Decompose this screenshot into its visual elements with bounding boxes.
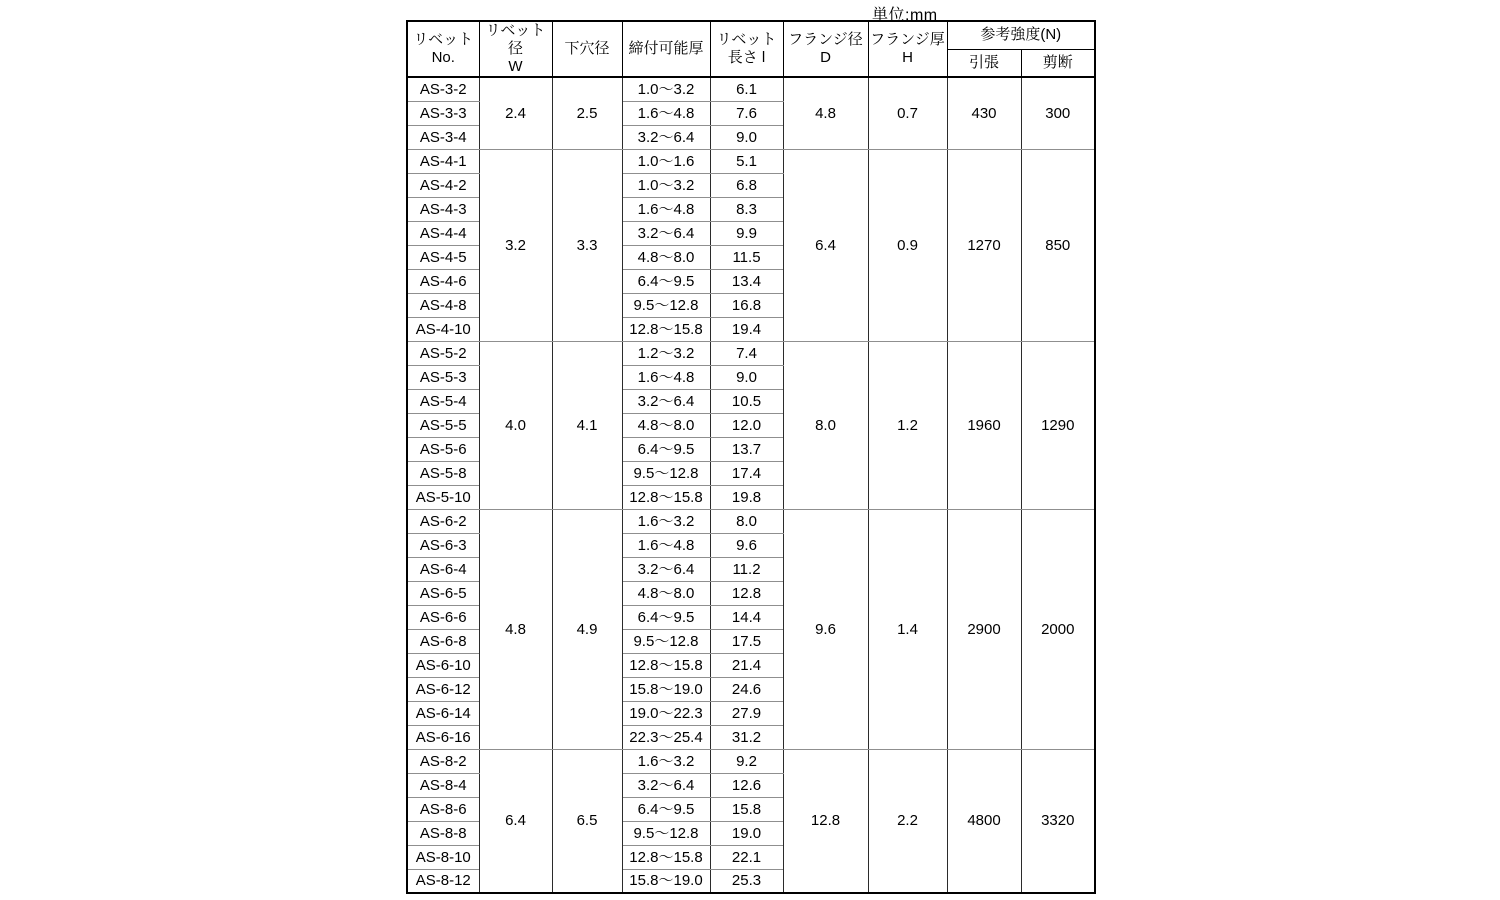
rivet-no-cell: AS-6-4 [407, 557, 479, 581]
rivet-no-cell: AS-5-5 [407, 413, 479, 437]
grip-range-cell: 12.8～15.8 [622, 485, 710, 509]
rivet-no-cell: AS-6-8 [407, 629, 479, 653]
flange-thickness-cell: 1.2 [868, 341, 947, 509]
rivet-length-cell: 9.9 [710, 221, 783, 245]
pilot-hole-cell: 4.1 [552, 341, 622, 509]
rivet-no-cell: AS-4-8 [407, 293, 479, 317]
grip-range-cell: 15.8～19.0 [622, 869, 710, 893]
flange-diameter-cell: 9.6 [783, 509, 868, 749]
grip-range-cell: 6.4～9.5 [622, 269, 710, 293]
tensile-strength-cell: 4800 [947, 749, 1021, 893]
header-flange-thickness-line2: H [902, 49, 913, 66]
header-grip-range [622, 21, 710, 77]
grip-range-cell: 1.0～3.2 [622, 173, 710, 197]
header-flange-diameter [783, 21, 868, 77]
grip-range-cell: 19.0～22.3 [622, 701, 710, 725]
rivet-diameter-cell: 3.2 [479, 149, 552, 341]
header-grip-range-line1: 締付可能厚 [628, 40, 704, 57]
grip-range-cell: 12.8～15.8 [622, 845, 710, 869]
rivet-length-cell: 7.6 [710, 101, 783, 125]
shear-strength-cell: 3320 [1021, 749, 1095, 893]
tensile-strength-cell: 430 [947, 77, 1021, 149]
rivet-length-cell: 6.1 [710, 77, 783, 101]
rivet-no-cell: AS-6-2 [407, 509, 479, 533]
grip-range-cell: 6.4～9.5 [622, 605, 710, 629]
rivet-length-cell: 13.7 [710, 437, 783, 461]
grip-range-cell: 1.6～4.8 [622, 101, 710, 125]
shear-strength-cell: 850 [1021, 149, 1095, 341]
flange-diameter-cell: 12.8 [783, 749, 868, 893]
header-pilot-hole-line1: 下穴径 [564, 40, 610, 57]
grip-range-cell: 9.5～12.8 [622, 293, 710, 317]
table-row [407, 341, 1095, 365]
rivet-length-cell: 19.4 [710, 317, 783, 341]
header-rivet-length [710, 21, 783, 77]
rivet-length-cell: 15.8 [710, 797, 783, 821]
rivet-length-cell: 27.9 [710, 701, 783, 725]
flange-diameter-cell: 4.8 [783, 77, 868, 149]
rivet-length-cell: 10.5 [710, 389, 783, 413]
rivet-no-cell: AS-8-12 [407, 869, 479, 893]
rivet-no-cell: AS-6-10 [407, 653, 479, 677]
rivet-no-cell: AS-6-5 [407, 581, 479, 605]
rivet-length-cell: 6.8 [710, 173, 783, 197]
grip-range-cell: 1.0～1.6 [622, 149, 710, 173]
rivet-no-cell: AS-6-16 [407, 725, 479, 749]
pilot-hole-cell: 4.9 [552, 509, 622, 749]
rivet-no-cell: AS-5-4 [407, 389, 479, 413]
grip-range-cell: 15.8～19.0 [622, 677, 710, 701]
unit-label: 単位:mm [872, 7, 938, 24]
rivet-length-cell: 16.8 [710, 293, 783, 317]
header-rivet-no-line2: No. [431, 49, 455, 66]
grip-range-cell: 12.8～15.8 [622, 653, 710, 677]
header-flange-thickness-line1: フランジ厚 [870, 31, 945, 48]
header-flange-diameter-line2: D [820, 49, 831, 66]
rivet-length-cell: 8.0 [710, 509, 783, 533]
rivet-no-cell: AS-8-10 [407, 845, 479, 869]
rivet-no-cell: AS-4-2 [407, 173, 479, 197]
header-rivet-no-line1: リベット [413, 31, 474, 48]
rivet-no-cell: AS-6-14 [407, 701, 479, 725]
rivet-length-cell: 5.1 [710, 149, 783, 173]
header-strength-group: 参考強度(N) [947, 21, 1095, 49]
grip-range-cell: 6.4～9.5 [622, 437, 710, 461]
header-rivet-diameter [479, 21, 552, 77]
header-rivet-diameter-line2: W [508, 58, 523, 75]
rivet-length-cell: 24.6 [710, 677, 783, 701]
grip-range-cell: 3.2～6.4 [622, 125, 710, 149]
rivet-length-cell: 12.8 [710, 581, 783, 605]
rivet-no-cell: AS-5-3 [407, 365, 479, 389]
rivet-length-cell: 12.6 [710, 773, 783, 797]
grip-range-cell: 6.4～9.5 [622, 797, 710, 821]
header-tensile: 引張 [947, 49, 1021, 77]
pilot-hole-cell: 2.5 [552, 77, 622, 149]
rivet-spec-table [406, 20, 1096, 894]
flange-thickness-cell: 1.4 [868, 509, 947, 749]
rivet-no-cell: AS-6-6 [407, 605, 479, 629]
rivet-no-cell: AS-4-5 [407, 245, 479, 269]
grip-range-cell: 1.2～3.2 [622, 341, 710, 365]
rivet-length-cell: 9.0 [710, 365, 783, 389]
rivet-no-cell: AS-6-12 [407, 677, 479, 701]
flange-diameter-cell: 8.0 [783, 341, 868, 509]
rivet-diameter-cell: 4.0 [479, 341, 552, 509]
shear-strength-cell: 1290 [1021, 341, 1095, 509]
grip-range-cell: 1.6～4.8 [622, 533, 710, 557]
header-rivet-no [407, 21, 479, 77]
header-pilot-hole [552, 21, 622, 77]
grip-range-cell: 3.2～6.4 [622, 557, 710, 581]
rivet-length-cell: 25.3 [710, 869, 783, 893]
grip-range-cell: 9.5～12.8 [622, 461, 710, 485]
rivet-diameter-cell: 4.8 [479, 509, 552, 749]
flange-thickness-cell: 2.2 [868, 749, 947, 893]
header-rivet-diameter-line1: リベット径 [485, 22, 546, 57]
table-row [407, 77, 1095, 101]
rivet-no-cell: AS-4-3 [407, 197, 479, 221]
header-flange-diameter-line1: フランジ径 [788, 31, 863, 48]
rivet-no-cell: AS-6-3 [407, 533, 479, 557]
rivet-length-cell: 17.4 [710, 461, 783, 485]
rivet-no-cell: AS-8-4 [407, 773, 479, 797]
rivet-length-cell: 14.4 [710, 605, 783, 629]
rivet-no-cell: AS-5-10 [407, 485, 479, 509]
rivet-length-cell: 21.4 [710, 653, 783, 677]
shear-strength-cell: 2000 [1021, 509, 1095, 749]
shear-strength-cell: 300 [1021, 77, 1095, 149]
rivet-length-cell: 8.3 [710, 197, 783, 221]
grip-range-cell: 9.5～12.8 [622, 821, 710, 845]
rivet-no-cell: AS-8-2 [407, 749, 479, 773]
grip-range-cell: 1.6～4.8 [622, 365, 710, 389]
grip-range-cell: 22.3～25.4 [622, 725, 710, 749]
rivet-no-cell: AS-5-8 [407, 461, 479, 485]
flange-thickness-cell: 0.7 [868, 77, 947, 149]
rivet-length-cell: 9.2 [710, 749, 783, 773]
grip-range-cell: 3.2～6.4 [622, 389, 710, 413]
rivet-no-cell: AS-3-3 [407, 101, 479, 125]
pilot-hole-cell: 3.3 [552, 149, 622, 341]
grip-range-cell: 3.2～6.4 [622, 773, 710, 797]
rivet-length-cell: 31.2 [710, 725, 783, 749]
tensile-strength-cell: 1270 [947, 149, 1021, 341]
rivet-no-cell: AS-5-6 [407, 437, 479, 461]
table-row [407, 509, 1095, 533]
grip-range-cell: 1.0～3.2 [622, 77, 710, 101]
grip-range-cell: 1.6～3.2 [622, 509, 710, 533]
grip-range-cell: 4.8～8.0 [622, 581, 710, 605]
rivet-diameter-cell: 6.4 [479, 749, 552, 893]
grip-range-cell: 4.8～8.0 [622, 413, 710, 437]
rivet-length-cell: 7.4 [710, 341, 783, 365]
rivet-length-cell: 9.6 [710, 533, 783, 557]
rivet-length-cell: 17.5 [710, 629, 783, 653]
rivet-no-cell: AS-4-1 [407, 149, 479, 173]
flange-thickness-cell: 0.9 [868, 149, 947, 341]
rivet-diameter-cell: 2.4 [479, 77, 552, 149]
rivet-no-cell: AS-3-4 [407, 125, 479, 149]
rivet-no-cell: AS-8-6 [407, 797, 479, 821]
table-row [407, 149, 1095, 173]
grip-range-cell: 9.5～12.8 [622, 629, 710, 653]
grip-range-cell: 12.8～15.8 [622, 317, 710, 341]
rivet-length-cell: 19.0 [710, 821, 783, 845]
header-rivet-length-line1: リベット [716, 31, 777, 48]
rivet-length-cell: 11.5 [710, 245, 783, 269]
flange-diameter-cell: 6.4 [783, 149, 868, 341]
rivet-length-cell: 9.0 [710, 125, 783, 149]
header-shear: 剪断 [1021, 49, 1095, 77]
rivet-no-cell: AS-4-6 [407, 269, 479, 293]
grip-range-cell: 1.6～3.2 [622, 749, 710, 773]
grip-range-cell: 4.8～8.0 [622, 245, 710, 269]
rivet-length-cell: 11.2 [710, 557, 783, 581]
rivet-no-cell: AS-4-10 [407, 317, 479, 341]
tensile-strength-cell: 2900 [947, 509, 1021, 749]
header-flange-thickness [868, 21, 947, 77]
table-row [407, 749, 1095, 773]
pilot-hole-cell: 6.5 [552, 749, 622, 893]
rivet-no-cell: AS-3-2 [407, 77, 479, 101]
grip-range-cell: 1.6～4.8 [622, 197, 710, 221]
header-row-1 [407, 21, 1095, 49]
rivet-length-cell: 13.4 [710, 269, 783, 293]
rivet-length-cell: 12.0 [710, 413, 783, 437]
rivet-no-cell: AS-4-4 [407, 221, 479, 245]
rivet-length-cell: 19.8 [710, 485, 783, 509]
grip-range-cell: 3.2～6.4 [622, 221, 710, 245]
rivet-length-cell: 22.1 [710, 845, 783, 869]
rivet-no-cell: AS-8-8 [407, 821, 479, 845]
header-rivet-length-line2: 長さ l [727, 49, 766, 66]
tensile-strength-cell: 1960 [947, 341, 1021, 509]
rivet-no-cell: AS-5-2 [407, 341, 479, 365]
